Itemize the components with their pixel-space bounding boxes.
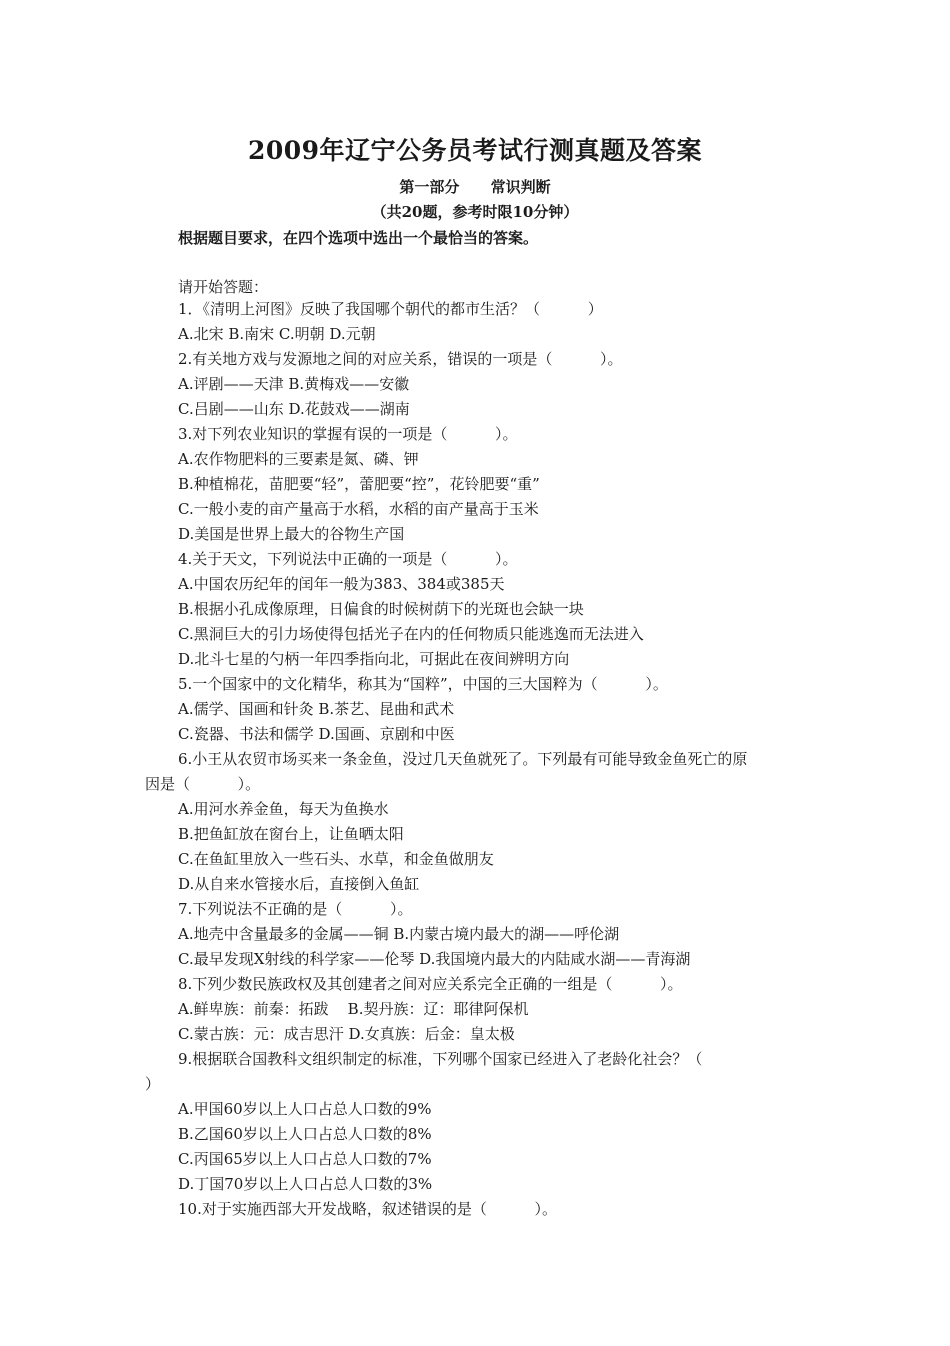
option-line: B.把鱼缸放在窗台上，让鱼晒太阳 <box>178 825 404 843</box>
page-title: 2009年辽宁公务员考试行测真题及答案 <box>247 136 703 165</box>
question-continuation: ） <box>145 1075 161 1093</box>
option-line: A.鲜卑族：前秦：拓跋 B.契丹族：辽：耶律阿保机 <box>178 1000 529 1018</box>
start-label: 请开始答题： <box>178 278 269 296</box>
question-line: 8.下列少数民族政权及其创建者之间对应关系完全正确的一组是（ ）。 <box>178 975 683 993</box>
option-line: D.从自来水管接水后，直接倒入鱼缸 <box>178 875 420 893</box>
question-line: 1．《清明上河图》反映了我国哪个朝代的都市生活？（ ） <box>178 300 603 318</box>
option-line: D.北斗七星的勺柄一年四季指向北，可据此在夜间辨明方向 <box>178 650 570 668</box>
question-line: 9.根据联合国教科文组织制定的标准，下列哪个国家已经进入了老龄化社会？（ <box>178 1050 703 1068</box>
question-line: 2.有关地方戏与发源地之间的对应关系，错误的一项是（ ）。 <box>178 350 623 368</box>
option-line: A.用河水养金鱼，每天为鱼换水 <box>178 800 389 818</box>
option-line: A.农作物肥料的三要素是氮、磷、钾 <box>178 450 419 468</box>
option-line: A.地壳中含量最多的金属——铜 B.内蒙古境内最大的湖——呼伦湖 <box>178 925 620 943</box>
option-line: A.中国农历纪年的闰年一般为383、384或385天 <box>178 575 505 593</box>
option-line: C.瓷器、书法和儒学 D.国画、京剧和中医 <box>178 725 455 743</box>
option-line: A.甲国60岁以上人口占总人口数的9% <box>178 1100 432 1118</box>
question-line: 10.对于实施西部大开发战略，叙述错误的是（ ）。 <box>178 1200 558 1218</box>
option-line: C.黑洞巨大的引力场使得包括光子在内的任何物质只能逃逸而无法进入 <box>178 625 644 643</box>
option-line: A.北宋 B.南宋 C.明朝 D.元朝 <box>178 325 376 343</box>
option-line: B.根据小孔成像原理，日偏食的时候树荫下的光斑也会缺一块 <box>178 600 584 618</box>
option-line: B.种植棉花，苗肥要“轻”，蕾肥要“控”，花铃肥要“重” <box>178 475 540 493</box>
option-line: A.儒学、国画和针灸 B.茶艺、昆曲和武术 <box>178 700 455 718</box>
option-line: C.最早发现X射线的科学家——伦琴 D.我国境内最大的内陆咸水湖——青海湖 <box>178 950 691 968</box>
question-line: 6.小王从农贸市场买来一条金鱼，没过几天鱼就死了。下列最有可能导致金鱼死亡的原 <box>178 750 748 768</box>
option-line: C.蒙古族：元：成吉思汗 D.女真族：后金：皇太极 <box>178 1025 515 1043</box>
section-heading: 第一部分 常识判断 <box>399 178 551 196</box>
question-list <box>0 297 950 1222</box>
option-line: D.丁国70岁以上人口占总人口数的3% <box>178 1175 433 1193</box>
question-line: 5.一个国家中的文化精华，称其为“国粹”，中国的三大国粹为（ ）。 <box>178 675 668 693</box>
option-line: C.一般小麦的亩产量高于水稻，水稻的亩产量高于玉米 <box>178 500 539 518</box>
option-line: C.在鱼缸里放入一些石头、水草，和金鱼做朋友 <box>178 850 494 868</box>
question-line: 7.下列说法不正确的是（ ）。 <box>178 900 413 918</box>
question-line: 3.对下列农业知识的掌握有误的一项是（ ）。 <box>178 425 518 443</box>
option-line: B.乙国60岁以上人口占总人口数的8% <box>178 1125 432 1143</box>
question-line: 4.关于天文，下列说法中正确的一项是（ ）。 <box>178 550 518 568</box>
section-note: （共20题，参考时限10分钟） <box>371 203 579 221</box>
question-continuation: 因是（ ）。 <box>145 775 261 793</box>
option-line: C.丙国65岁以上人口占总人口数的7% <box>178 1150 432 1168</box>
option-line: C.吕剧——山东 D.花鼓戏——湖南 <box>178 400 410 418</box>
option-line: A.评剧——天津 B.黄梅戏——安徽 <box>178 375 410 393</box>
instruction-text: 根据题目要求，在四个选项中选出一个最恰当的答案。 <box>178 229 539 247</box>
option-line: D.美国是世界上最大的谷物生产国 <box>178 525 405 543</box>
